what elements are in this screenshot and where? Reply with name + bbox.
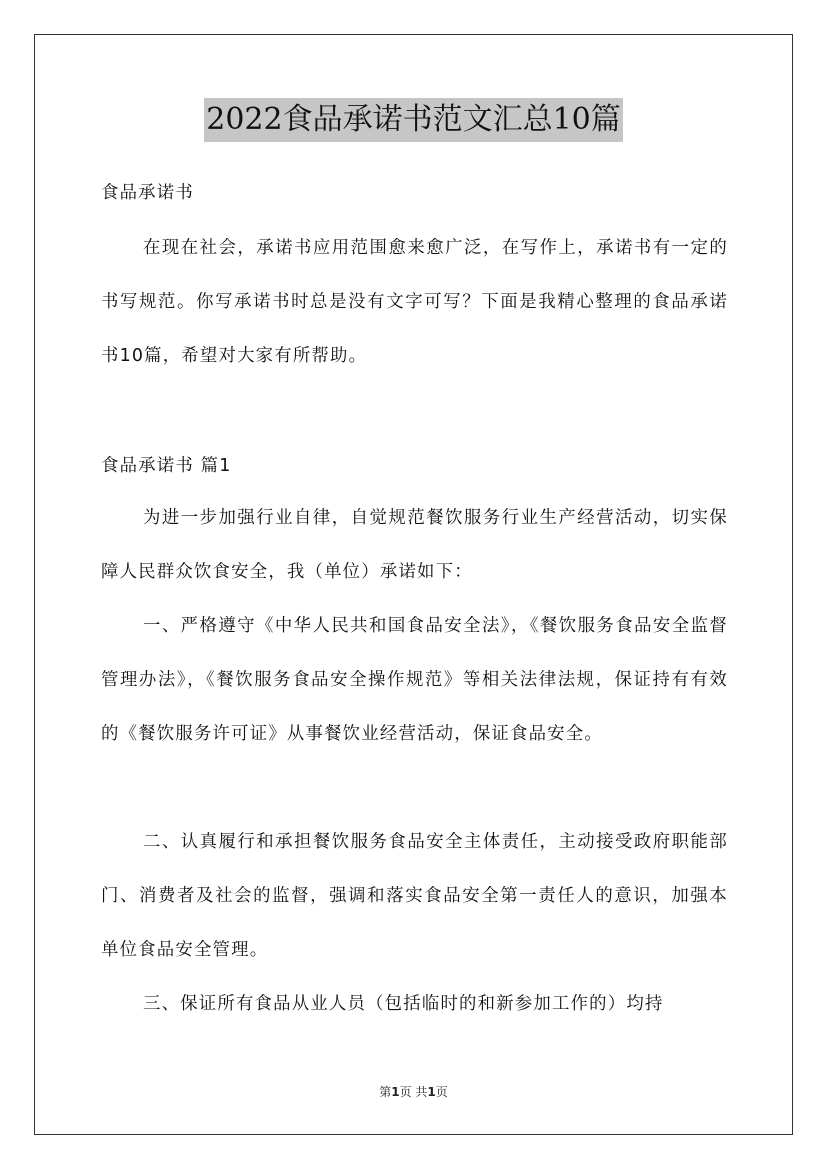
page-footer xyxy=(0,1083,827,1100)
paragraph-2: 一、严格遵守《中华人民共和国食品安全法》，《餐饮服务食品安全监督管理办法》，《餐饮服务食品安全操作规范》等相关法律法规，保证持有有效的《餐饮服务许可证》从事餐饮业经营活动，保证食品安全。 xyxy=(101,616,728,744)
footer-page-current: 1 xyxy=(391,1085,400,1099)
section-label: 食品承诺书 xyxy=(101,183,194,203)
paragraph-4: 三、保证所有食品从业人员（包括临时的和新参加工作的）均持 xyxy=(143,994,664,1014)
footer-page-prefix: 第 xyxy=(379,1085,392,1099)
title-container xyxy=(0,98,827,142)
paragraph-1: 为进一步加强行业自律，自觉规范餐饮服务行业生产经营活动，切实保障人民群众饮食安全，我（单位）承诺如下： xyxy=(101,508,728,582)
paragraph-3: 二、认真履行和承担餐饮服务食品安全主体责任，主动接受政府职能部门、消费者及社会的监督，强调和落实食品安全第一责任人的意识，加强本单位食品安全管理。 xyxy=(101,832,728,960)
footer-page-mid: 页 共 xyxy=(399,1085,428,1099)
intro-paragraph: 在现在社会，承诺书应用范围愈来愈广泛，在写作上，承诺书有一定的书写规范。你写承诺书时总是没有文字可写？下面是我精心整理的食品承诺书10篇，希望对大家有所帮助。 xyxy=(101,238,728,366)
chapter-heading: 食品承诺书 篇1 xyxy=(101,456,232,476)
footer-page-total: 1 xyxy=(427,1085,436,1099)
footer-page-suffix: 页 xyxy=(435,1085,448,1099)
document-title: 2022食品承诺书范文汇总10篇 xyxy=(204,98,623,142)
